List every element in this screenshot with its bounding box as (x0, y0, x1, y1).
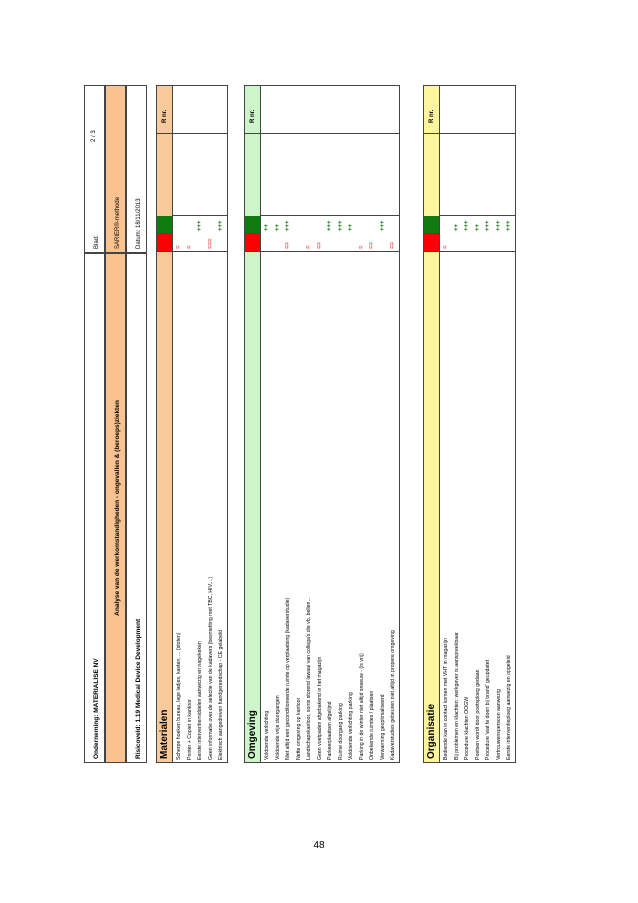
list-item (273, 84, 284, 762)
section-header (423, 85, 440, 763)
risk-analysis-form (84, 85, 512, 763)
list-item (283, 84, 294, 762)
positive-score: ++ (453, 223, 460, 231)
positive-score: ++ (474, 223, 481, 231)
section-header (244, 85, 261, 763)
list-item (378, 84, 389, 762)
item-text: Geen informatie over de selectie van de kadavers (besmetting met TBC, HIV,...) (207, 576, 214, 760)
method-label: SARIER®-methode (115, 196, 121, 249)
negative-score: = (176, 245, 182, 249)
item-text: Poetsen wordt door poetsploeg gedaan (474, 669, 481, 760)
list-item (504, 84, 515, 762)
item-text: Bediende kan in contact komen met VHT in magazijn (443, 638, 449, 760)
list-item (336, 84, 347, 762)
section-title: Materialen (159, 709, 170, 759)
list-item (494, 84, 505, 762)
list-item (367, 84, 378, 762)
negative-score (325, 234, 336, 251)
negative-score (336, 234, 347, 251)
list-item (441, 84, 452, 762)
list-item (185, 84, 196, 762)
negative-score (195, 234, 206, 251)
positive-score: +++ (464, 220, 470, 231)
risk-green-header (424, 216, 439, 234)
item-text: Ruime doorgang parking (337, 703, 344, 760)
positive-score: +++ (337, 220, 344, 231)
page-number: 48 (313, 840, 325, 851)
item-text: Landschapskantoor, soms storend lawaai van collega's die vb. bellen... (306, 597, 312, 760)
negative-score (216, 234, 227, 251)
risk-green-header (245, 216, 260, 234)
r-nr-label: R nr. (424, 84, 439, 134)
item-text: Eerste interventiemiddelen aanwezig en nagekeken (197, 641, 203, 760)
positive-score: ++ (274, 223, 281, 231)
item-text: Niet altijd een geconditioneerde ruimte op verplaatsing (kadaverstudie) (285, 597, 291, 760)
method-cell (105, 85, 126, 253)
item-text: Onbekende ruimtes / plaatsen (369, 690, 375, 760)
list-item (216, 84, 227, 762)
negative-score (273, 234, 284, 251)
item-text: Verwarming geoptimaliseerd (379, 694, 386, 760)
item-text: Geen voetpaden afgebakend in het magazijn (316, 656, 323, 760)
sheet-value: 2 / 3 (91, 130, 97, 142)
risk-red-header (245, 234, 260, 252)
positive-score (294, 216, 305, 233)
section-body (440, 85, 516, 763)
list-item (304, 84, 315, 762)
positive-score: +++ (285, 220, 291, 231)
positive-score (185, 216, 196, 233)
positive-score (388, 216, 399, 233)
negative-score (452, 234, 463, 251)
item-text: Voldoende vrije doorgangen (274, 695, 281, 760)
list-item (483, 84, 494, 762)
list-item (346, 84, 357, 762)
item-text: Elektrisch aangedreven handgereedschap - CE gelabeld (218, 629, 224, 760)
date-label: Datum: 18/11/2013 (136, 198, 142, 249)
item-text: Parking in de winter niet altijd sneeuw - (is vrij) (358, 653, 365, 760)
item-text: Procedure 'wat te doen bij brand' geupdatet (485, 659, 491, 760)
r-nr-label: R nr. (157, 84, 172, 134)
positive-score: +++ (327, 220, 333, 231)
positive-score (174, 216, 185, 233)
positive-score (357, 216, 368, 233)
negative-score (378, 234, 389, 251)
list-item (325, 84, 336, 762)
risk-field-cell (126, 253, 147, 763)
analysis-title-cell (105, 253, 126, 763)
list-item (473, 84, 484, 762)
negative-score (462, 234, 473, 251)
negative-score: = (358, 245, 365, 249)
list-item (315, 84, 326, 762)
list-item (452, 84, 463, 762)
item-text: Bij problemen en klachten: werkgever is aanspreekbaar (453, 632, 460, 760)
positive-score: +++ (495, 220, 502, 231)
negative-score: = (443, 245, 449, 249)
negative-score (346, 234, 357, 251)
section-body (173, 85, 228, 763)
company-cell (84, 253, 105, 763)
positive-score: ++ (348, 223, 354, 231)
item-text: Eerste interventieploeg aanwezig en opgeleid (506, 655, 512, 760)
negative-score (504, 234, 515, 251)
analysis-title: Analyse van de werkomstandigheden - ongevallen & (beroeps)ziekten (114, 400, 121, 616)
negative-score: == (390, 241, 396, 249)
r-nr-label: R nr. (245, 84, 260, 134)
negative-score (294, 234, 305, 251)
negative-score: == (316, 241, 323, 249)
positive-score (441, 216, 452, 233)
list-item (174, 84, 185, 762)
item-text: Procedure klachten OOGW (464, 696, 470, 760)
list-item (388, 84, 399, 762)
negative-score: = (306, 245, 312, 249)
list-item (206, 84, 217, 762)
list-item (294, 84, 305, 762)
item-text: Scherpe hoeken bureau, lage ladjes, kasten, ... (stoten) (176, 632, 182, 760)
item-text: Vertrouwenspersoon aanwezig (495, 689, 502, 760)
item-text: Voldoende verlichting (264, 710, 270, 760)
section-title: Organisatie (426, 703, 437, 759)
negative-score: == (285, 241, 291, 249)
list-item (357, 84, 368, 762)
list-item (462, 84, 473, 762)
item-text: Kadaverstudies gebeuren niet altijd in propere omgeving (390, 630, 396, 760)
positive-score: +++ (197, 220, 203, 231)
section-header (156, 85, 173, 763)
sheet-label: Blad: (94, 235, 100, 249)
risk-red-header (424, 234, 439, 252)
item-text: Printer + Copier in kantoor (186, 699, 193, 760)
negative-score (473, 234, 484, 251)
risk-field: Risicoveld: 1.19 Medical Device Development (135, 618, 142, 759)
negative-score (262, 234, 273, 251)
section-title: Omgeving (247, 710, 258, 759)
list-item (195, 84, 206, 762)
positive-score: ++ (264, 223, 270, 231)
positive-score: +++ (379, 220, 386, 231)
positive-score (315, 216, 326, 233)
negative-score: === (207, 238, 214, 249)
positive-score (304, 216, 315, 233)
company-name: Onderneming: MATERIALISE NV (93, 658, 100, 759)
positive-score: +++ (485, 220, 491, 231)
positive-score (206, 216, 217, 233)
negative-score (494, 234, 505, 251)
sheet-cell (84, 85, 105, 253)
risk-green-header (157, 216, 172, 234)
negative-score: = (186, 245, 193, 249)
negative-score: == (369, 241, 375, 249)
negative-score (483, 234, 494, 251)
section-body (261, 85, 400, 763)
date-cell (126, 85, 147, 253)
positive-score: +++ (218, 220, 224, 231)
item-text: Voldoende verlichting parking (348, 692, 354, 760)
positive-score: +++ (506, 220, 512, 231)
item-text: Nette omgeving op kantoor (295, 697, 302, 760)
risk-red-header (157, 234, 172, 252)
positive-score (367, 216, 378, 233)
list-item (262, 84, 273, 762)
item-text: Parkeerplaatsen afgelijnd (327, 701, 333, 760)
